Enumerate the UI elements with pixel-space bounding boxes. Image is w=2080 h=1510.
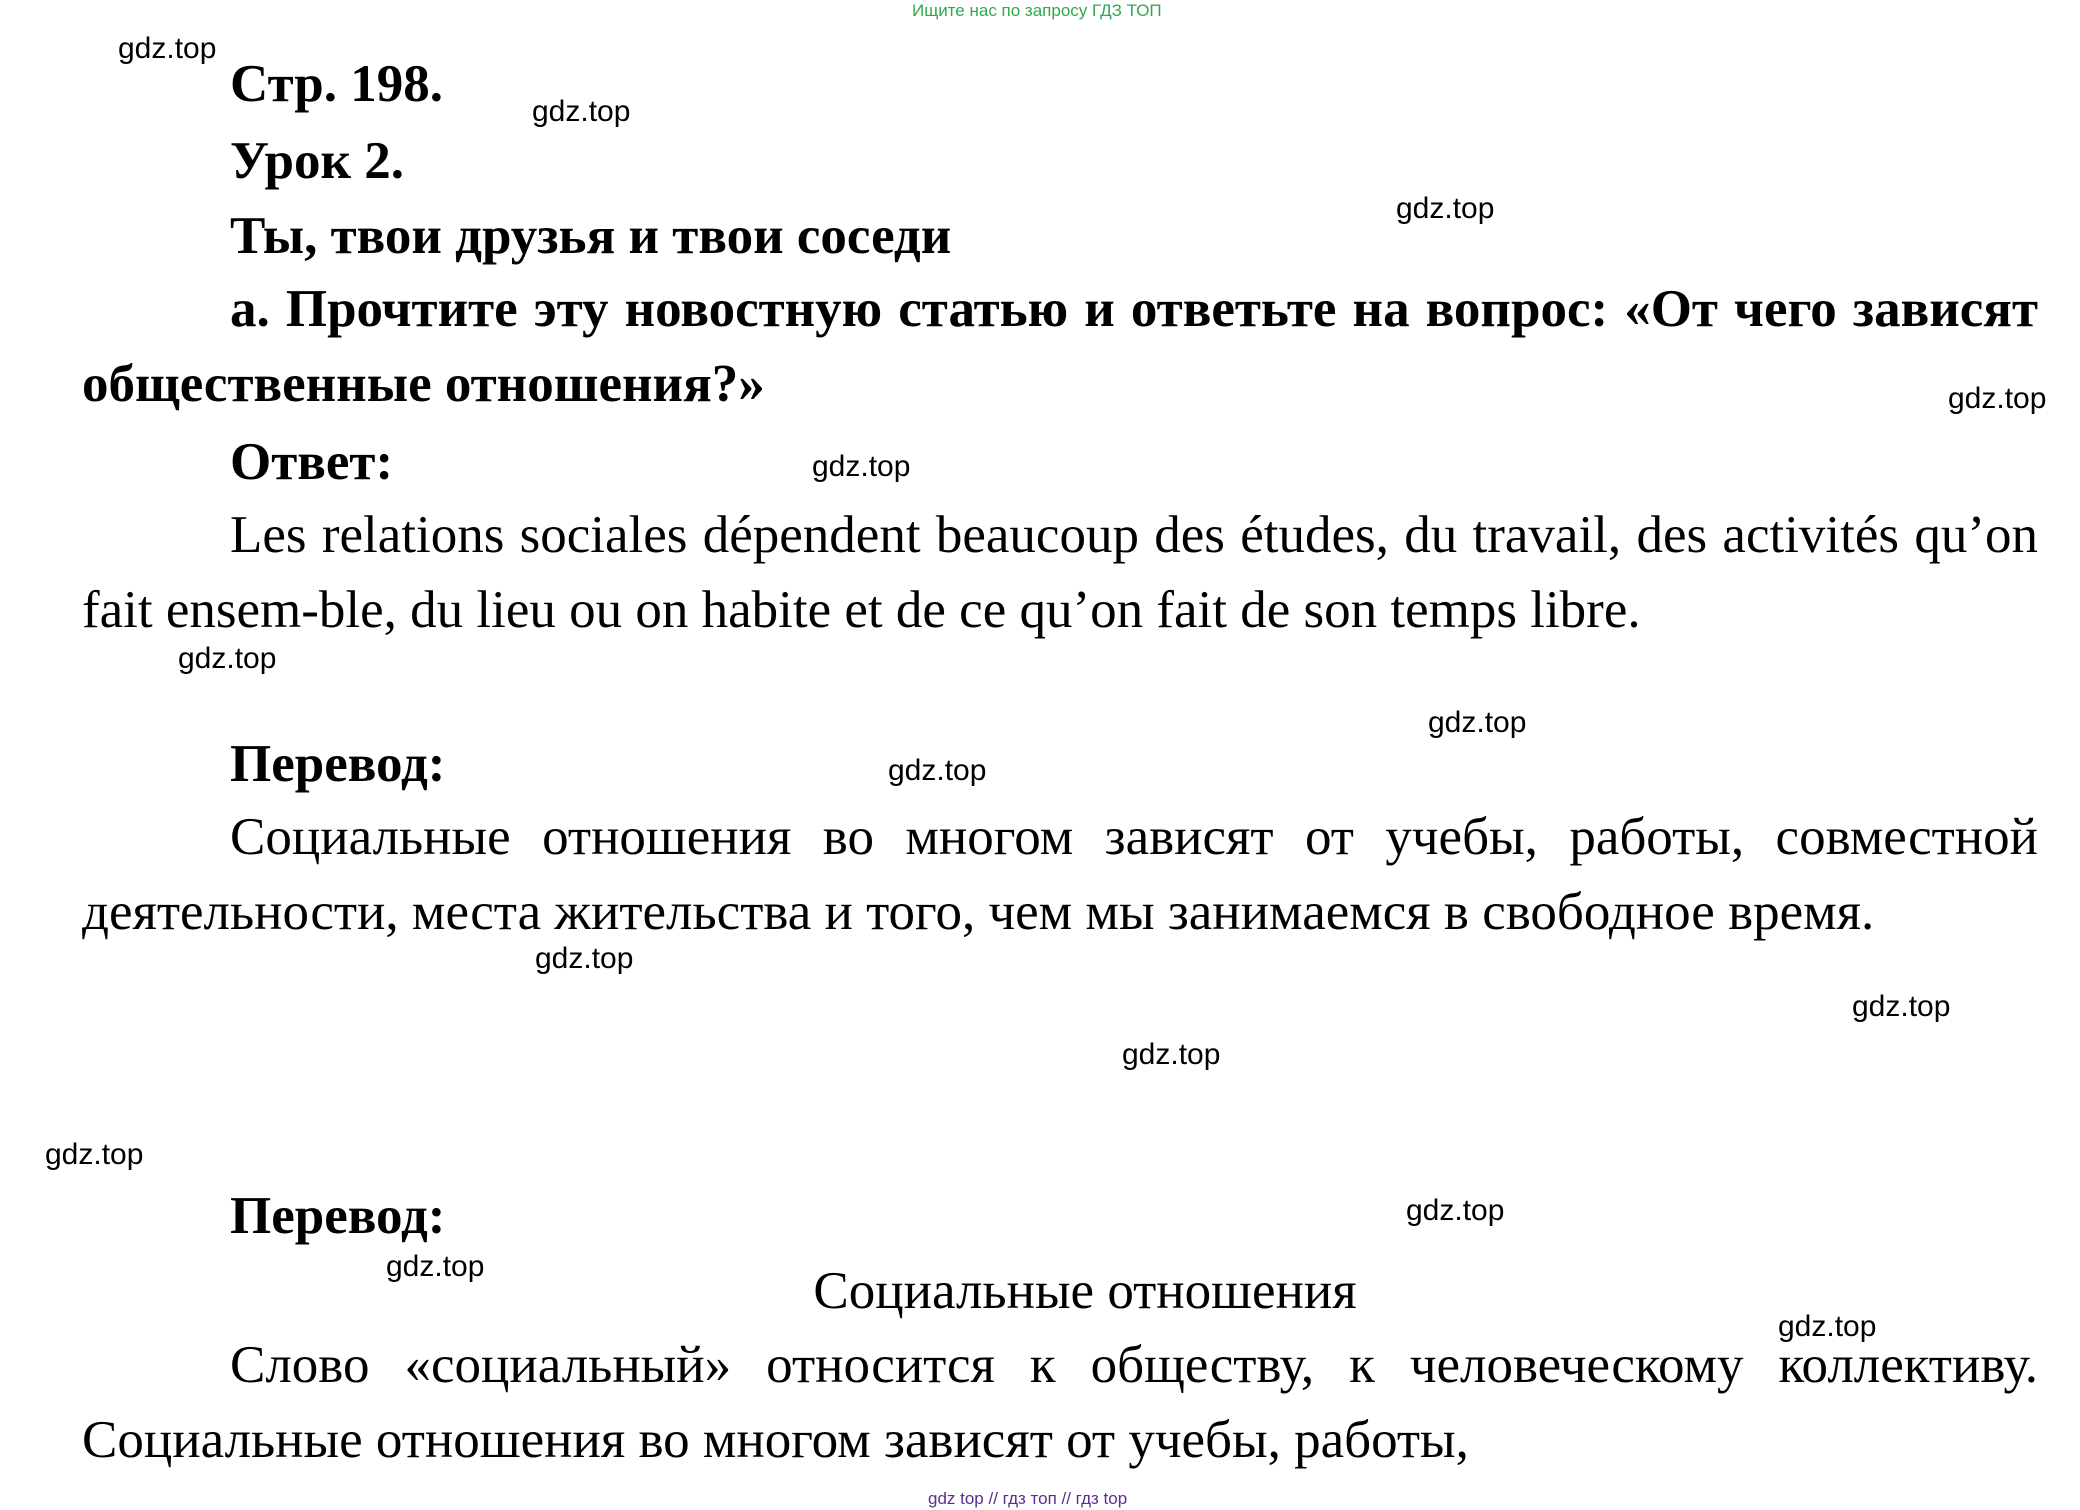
watermark: gdz.top	[1122, 1038, 1221, 1071]
watermark: gdz.top	[532, 95, 631, 128]
watermark: gdz.top	[812, 450, 911, 483]
watermark: gdz.top	[535, 942, 634, 975]
watermark: gdz.top	[178, 642, 277, 675]
watermark: gdz.top	[45, 1138, 144, 1171]
answer-text: Les relations sociales dépendent beaucoup des études, du travail, des activités qu’on fait ensem-ble, du lieu ou on habite et de ce qu’on fait de son temps libre.	[82, 506, 2038, 639]
watermark: gdz.top	[888, 754, 987, 787]
translation-title-2: Социальные отношения	[813, 1262, 1357, 1320]
top-search-note: Ищите нас по запросу ГДЗ ТОП	[912, 1, 1162, 20]
watermark: gdz.top	[1778, 1310, 1877, 1343]
footer-note: gdz top // гдз топ // гдз top	[928, 1489, 1128, 1508]
translation-label-2: Перевод:	[230, 1187, 446, 1245]
topic-heading: Ты, твои друзья и твои соседи	[230, 207, 952, 265]
translation-text-2: Слово «социальный» относится к обществу, к человеческому коллективу. Социальные отношения во многом зависят от учебы, работы,	[82, 1336, 2038, 1469]
watermark: gdz.top	[1852, 990, 1951, 1023]
watermark: gdz.top	[118, 32, 217, 65]
watermark: gdz.top	[1396, 192, 1495, 225]
answer-label: Ответ:	[230, 433, 394, 491]
page-number-heading: Стр. 198.	[230, 55, 443, 113]
watermark: gdz.top	[1406, 1194, 1505, 1227]
watermark: gdz.top	[1428, 706, 1527, 739]
translation-text-1: Социальные отношения во многом зависят от учебы, работы, совместной деятельности, места жительства и того, чем мы занимаемся в свободное время.	[82, 808, 2038, 941]
watermark: gdz.top	[386, 1250, 485, 1283]
lesson-heading: Урок 2.	[230, 132, 405, 190]
watermark: gdz.top	[1948, 382, 2047, 415]
translation-label-1: Перевод:	[230, 735, 446, 793]
task-text: а. Прочтите эту новостную статью и ответьте на вопрос: «От чего зависят общественные отношения?»	[82, 280, 2038, 413]
